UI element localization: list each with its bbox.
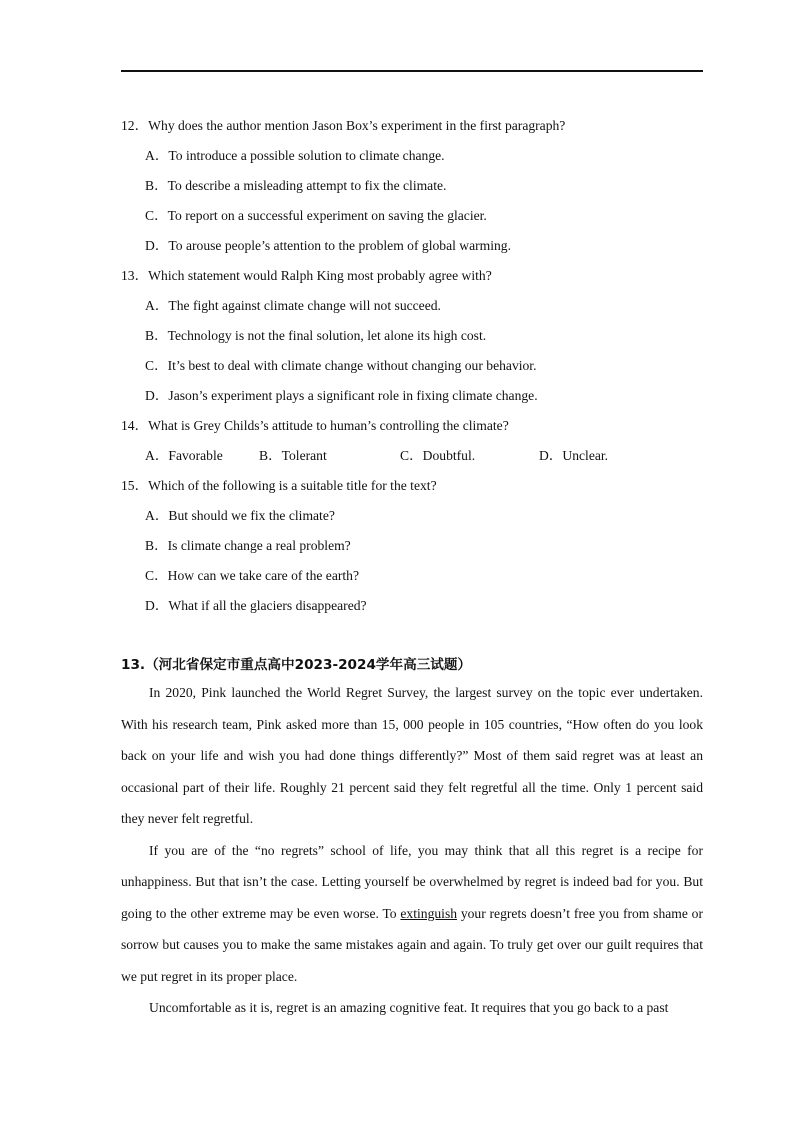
question-15-option-a: A．But should we fix the climate? [145,508,335,523]
passage-paragraph-1: In 2020, Pink launched the World Regret Survey, the largest survey on the topic ever undertaken. With his research team, Pink asked more than 15, 000 people in 105 countries, “How often do you look back on your life and wish you had done things differently?” Most of them said regret was at least an occasional part of their life. Roughly 21 percent said they felt regretful all the time. Only 1 percent said they never felt regretful. [121,685,703,826]
question-13-stem: 13．Which statement would Ralph King most probably agree with? [121,268,492,283]
question-12-option-a: A．To introduce a possible solution to climate change. [145,148,445,163]
question-13-option-d: D．Jason’s experiment plays a significant role in fixing climate change. [145,388,538,403]
question-14-option-a: A．Favorable [145,448,223,463]
question-13-option-c: C．It’s best to deal with climate change without changing our behavior. [145,358,537,373]
passage [121,677,703,1024]
question-13-option-a: A．The fight against climate change will not succeed. [145,298,441,313]
paragraph-2-text-end: your regrets doesn’t free you from shame or sorrow but causes you to make the same mistakes again and again. To truly get over our guilt requires that we put regret in its proper place. [121,905,703,984]
section-heading: 13.（河北省保定市重点高中2023-2024学年高三试题） [121,657,472,673]
header-rule [121,70,703,72]
question-12-option-b: B．To describe a misleading attempt to fix the climate. [145,178,447,193]
underlined-word: extinguish [400,905,458,921]
question-15-stem: 15．Which of the following is a suitable title for the text? [121,478,437,493]
passage-paragraph-2 [121,835,703,993]
question-12-option-c: C．To report on a successful experiment on saving the glacier. [145,208,487,223]
paragraph-2-text-start: If you are of the “no regrets” school of life, you may think that all this regret is a recipe for unhappiness. But that isn’t the case. Letting yourself be overwhelmed by regret is indeed bad for you. But going to the other extreme may be even worse. To [121,842,703,921]
question-15-option-c: C．How can we take care of the earth? [145,568,359,583]
question-15-option-d: D．What if all the glaciers disappeared? [145,598,367,613]
question-15-option-b: B．Is climate change a real problem? [145,538,351,553]
question-12-option-d: D．To arouse people’s attention to the problem of global warming. [145,238,511,253]
question-12-stem: 12．Why does the author mention Jason Box’s experiment in the first paragraph? [121,118,566,133]
passage-paragraph-3: Uncomfortable as it is, regret is an amazing cognitive feat. It requires that you go back to a past [149,1000,669,1015]
question-14-stem: 14．What is Grey Childs’s attitude to human’s controlling the climate? [121,418,509,433]
question-14-option-c: C．Doubtful. [400,448,476,463]
question-13-option-b: B．Technology is not the final solution, let alone its high cost. [145,328,487,343]
question-14-option-b: B．Tolerant [259,448,327,463]
question-14-option-d: D．Unclear. [539,448,609,463]
